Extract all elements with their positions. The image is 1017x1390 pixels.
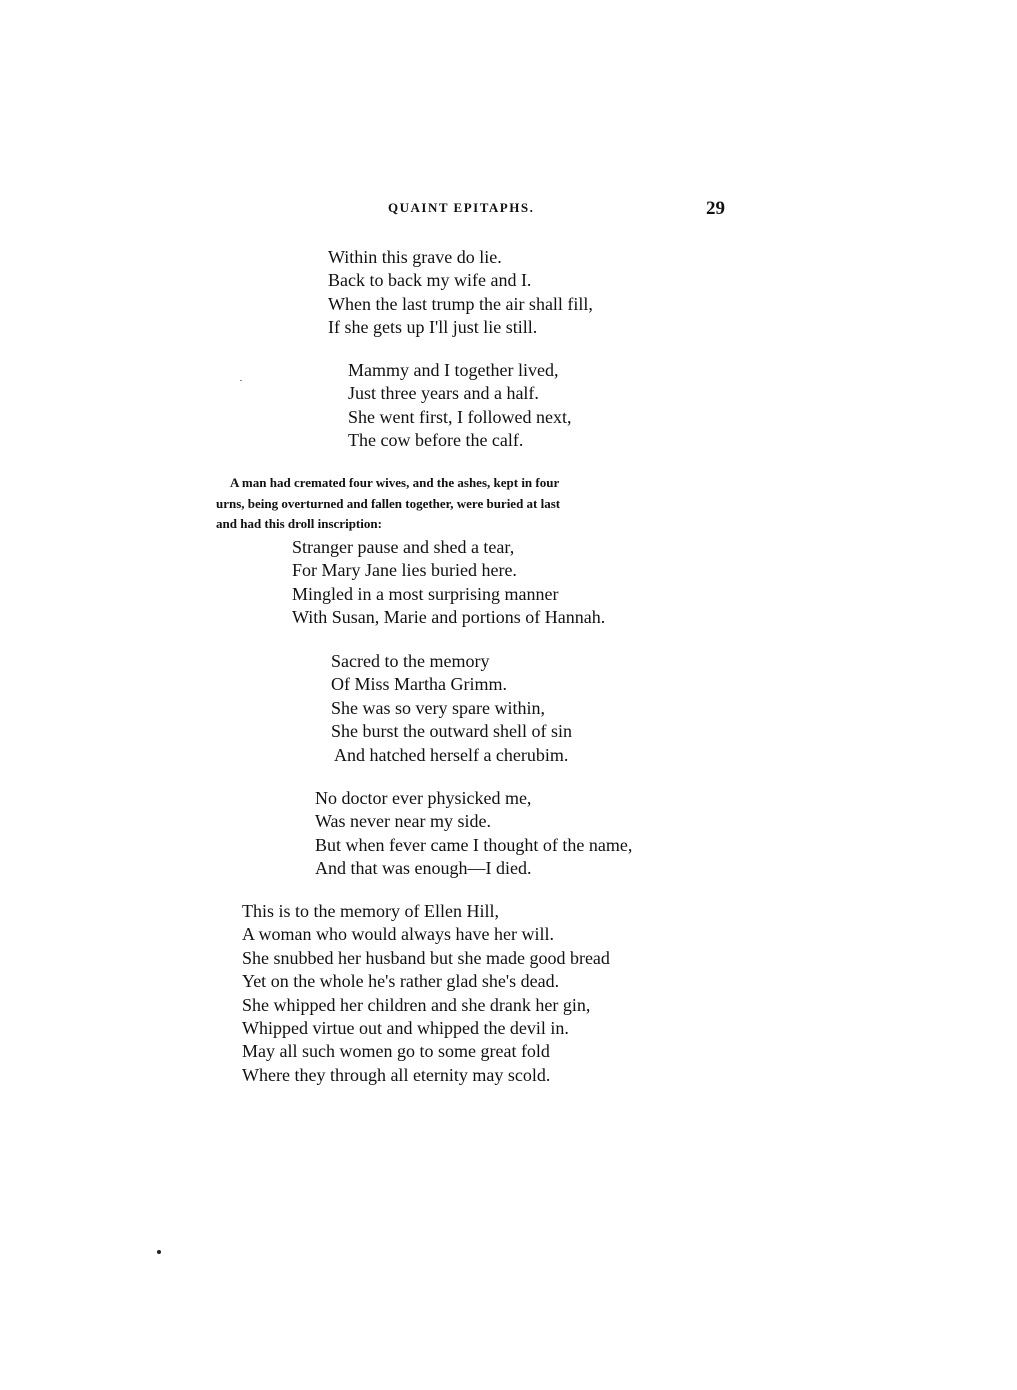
verse-line: This is to the memory of Ellen Hill,: [242, 901, 499, 921]
epitaph-stanza-martha-grimm: [331, 650, 572, 767]
verse-line: The cow before the calf.: [348, 430, 524, 451]
verse-line: She burst the outward shell of sin: [331, 721, 572, 742]
intro-line: urns, being overturned and fallen together, were buried at last: [216, 495, 561, 511]
epitaph-stanza-no-doctor: [315, 787, 632, 881]
intro-paragraph: [216, 473, 736, 535]
verse-line: Sacred to the memory: [331, 651, 490, 671]
verse-line: But when fever came I thought of the name,: [315, 834, 633, 855]
running-head: QUAINT EPITAPHS.: [388, 200, 535, 215]
verse-line: Within this grave do lie.: [328, 247, 502, 267]
verse-line: Where they through all eternity may scold.: [242, 1064, 551, 1085]
print-speck: [240, 380, 242, 381]
verse-line: Of Miss Martha Grimm.: [331, 674, 507, 695]
verse-line: When the last trump the air shall fill,: [328, 293, 593, 314]
verse-line: Whipped virtue out and whipped the devil in.: [242, 1018, 569, 1039]
intro-line: A man had cremated four wives, and the ashes, kept in four: [230, 475, 560, 490]
verse-line: For Mary Jane lies buried here.: [292, 560, 517, 581]
intro-line: and had this droll inscription:: [216, 516, 382, 531]
verse-line: A woman who would always have her will.: [242, 924, 554, 945]
verse-line: And that was enough—I died.: [315, 858, 532, 879]
ink-dot: [157, 1250, 161, 1254]
verse-line: If she gets up I'll just lie still.: [328, 317, 538, 338]
epitaph-stanza-back-to-back: [328, 246, 593, 340]
epitaph-stanza-ellen-hill: [242, 900, 610, 1087]
verse-line: May all such women go to some great fold: [242, 1041, 550, 1062]
verse-line: With Susan, Marie and portions of Hannah.: [292, 607, 606, 628]
verse-line: Back to back my wife and I.: [328, 270, 532, 291]
page-number: 29: [706, 198, 725, 219]
verse-line: Was never near my side.: [315, 811, 491, 832]
verse-line: She whipped her children and she drank her gin,: [242, 994, 591, 1015]
verse-line: Just three years and a half.: [348, 383, 539, 404]
verse-line: And hatched herself a cherubim.: [334, 744, 569, 765]
epitaph-stanza-mammy: [348, 359, 571, 453]
verse-line: She went first, I followed next,: [348, 406, 572, 427]
epitaph-stanza-mary-jane: [292, 536, 605, 630]
verse-line: She snubbed her husband but she made good bread: [242, 947, 610, 968]
verse-line: Stranger pause and shed a tear,: [292, 537, 515, 557]
verse-line: Yet on the whole he's rather glad she's dead.: [242, 971, 560, 992]
verse-line: Mammy and I together lived,: [348, 360, 559, 380]
verse-line: Mingled in a most surprising manner: [292, 583, 559, 604]
verse-line: No doctor ever physicked me,: [315, 788, 532, 808]
verse-line: She was so very spare within,: [331, 697, 545, 718]
